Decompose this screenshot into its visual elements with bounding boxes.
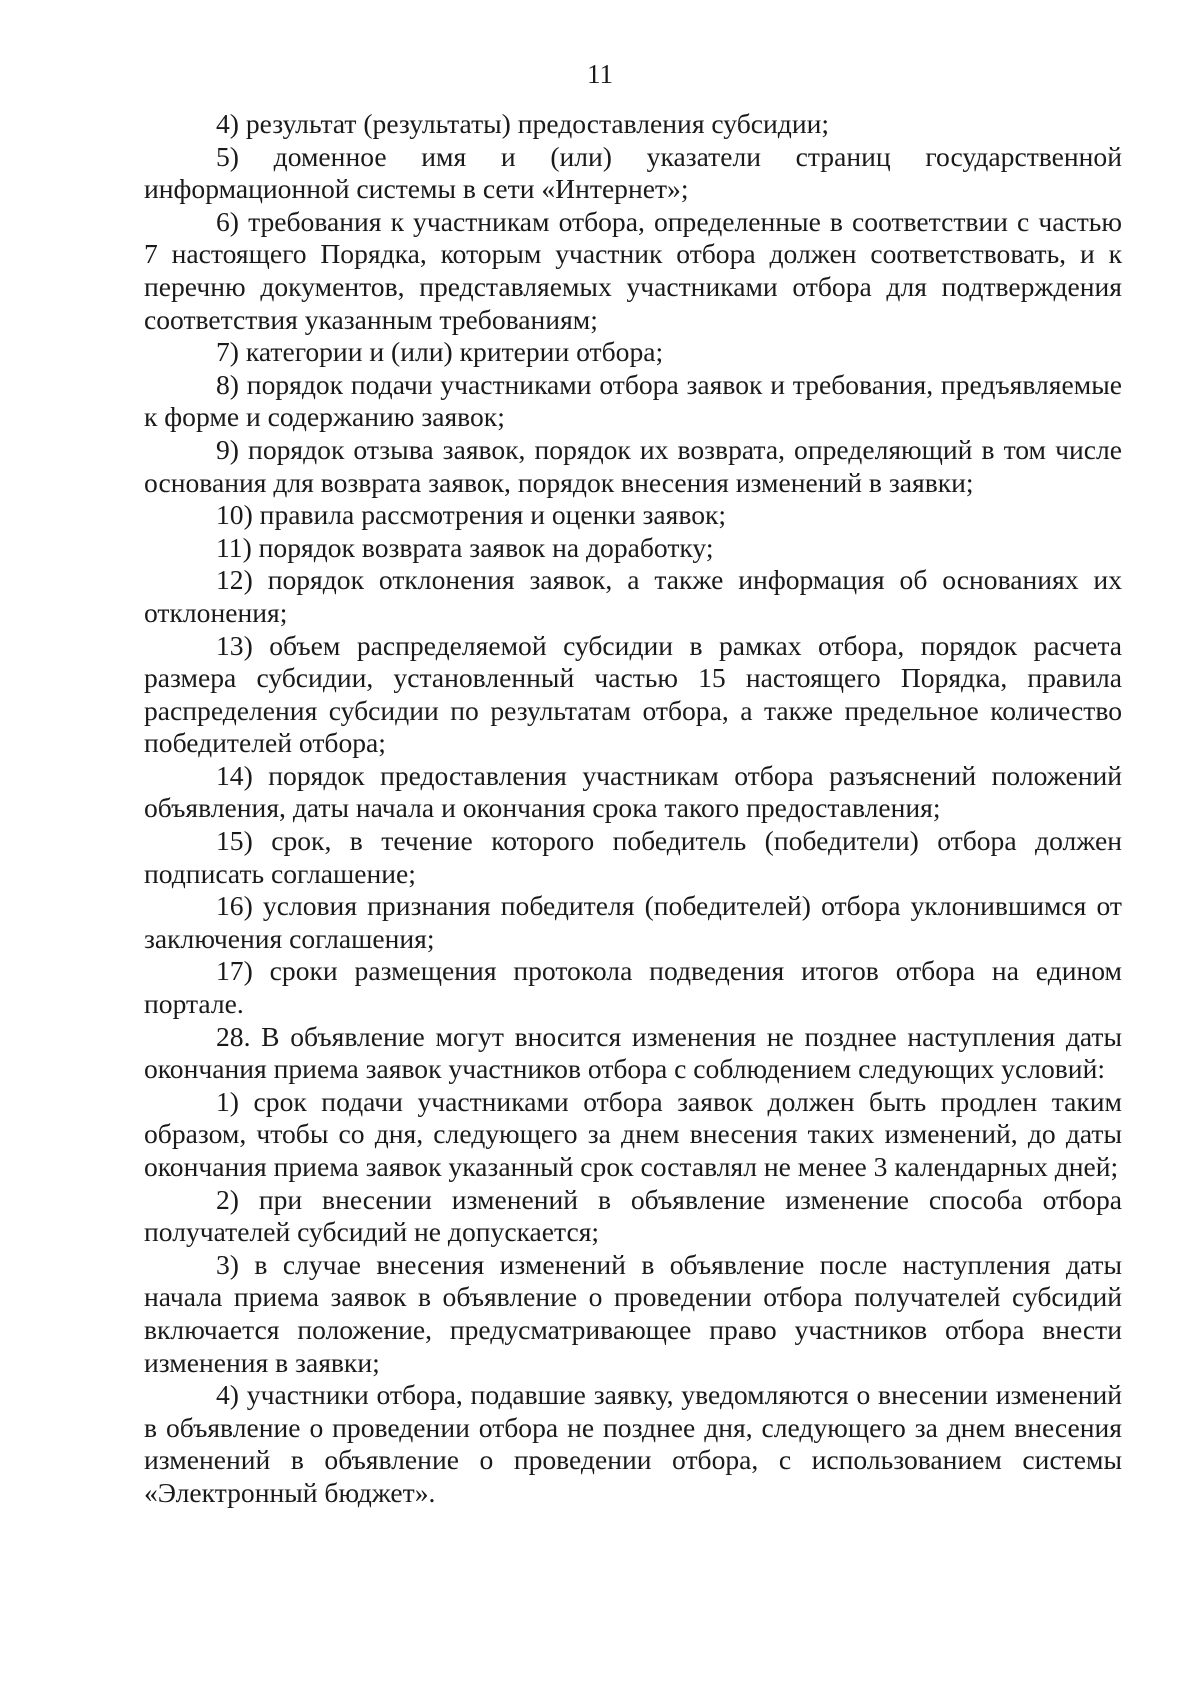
list-item-protocol-publication: 17) сроки размещения протокола подведения итогов отбора на едином портале. xyxy=(144,955,1122,1020)
list-item-domain-name: 5) доменное имя и (или) указатели страниц государственной информационной системы в сети «Интернет»; xyxy=(144,140,1122,205)
list-item-return-for-revision: 11) порядок возврата заявок на доработку; xyxy=(216,531,714,563)
list-item-withdrawal-procedure: 9) порядок отзыва заявок, порядок их возврата, определяющий в том числе основания для возврата заявок, порядок внесения изменений в заявки; xyxy=(144,433,1122,498)
list-item-result: 4) результат (результаты) предоставления субсидии; xyxy=(216,108,830,139)
list-item-evasion-conditions: 16) условия признания победителя (победителей) отбора уклонившимся от заключения соглашения; xyxy=(144,890,1122,954)
page-number: 11 xyxy=(587,59,613,89)
list-item-review-rules: 10) правила рассмотрения и оценки заявок; xyxy=(216,499,727,531)
list-item-selection-criteria: 7) категории и (или) критерии отбора; xyxy=(216,336,664,368)
list-item-participant-requirements: 6) требования к участникам отбора, определенные в соответствии с частью 7 настоящего Порядка, которым участник отбора должен соответствовать, и к перечню документов, представляемых участниками отбора для подтверждения соответствия указанным требованиям; xyxy=(144,205,1122,335)
list-item-signing-deadline: 15) срок, в течение которого победитель (победители) отбора должен подписать соглашение; xyxy=(144,825,1122,889)
list-item-rejection-procedure: 12) порядок отклонения заявок, а также информация об основаниях их отклонения; xyxy=(144,564,1122,628)
condition-item-deadline-extension: 1) срок подачи участниками отбора заявок должен быть продлен таким образом, чтобы со дня, следующего за днем внесения таких изменений, до даты окончания приема заявок указанный срок составлял не менее 3 календарных дней; xyxy=(144,1085,1122,1182)
condition-item-amend-applications: 3) в случае внесения изменений в объявление после наступления даты начала приема заявок в объявление о проведении отбора получателей субсидий включается положение, предусматривающее право участников отбора внести изменения в заявки; xyxy=(144,1248,1122,1378)
condition-item-notification: 4) участники отбора, подавшие заявку, уведомляются о внесении изменений в объявление о проведении отбора не позднее дня, следующего за днем внесения изменений в объявление о проведении отбора, с использованием системы «Электронный бюджет». xyxy=(144,1379,1122,1508)
document-body xyxy=(144,108,1122,1510)
condition-item-method-change: 2) при внесении изменений в объявление изменение способа отбора получателей субсидий не допускается; xyxy=(144,1183,1122,1248)
list-item-clarifications: 14) порядок предоставления участникам отбора разъяснений положений объявления, даты начала и окончания срока такого предоставления; xyxy=(144,759,1122,824)
list-item-subsidy-volume: 13) объем распределяемой субсидии в рамках отбора, порядок расчета размера субсидии, установленный частью 15 настоящего Порядка, правила распределения субсидии по результатам отбора, а также предельное количество победителей отбора; xyxy=(144,629,1122,759)
list-item-submission-procedure: 8) порядок подачи участниками отбора заявок и требования, предъявляемые к форме и содержанию заявок; xyxy=(144,368,1122,433)
section-28-paragraph: 28. В объявление могут вносится изменения не позднее наступления даты окончания приема заявок участников отбора с соблюдением следующих условий: xyxy=(144,1020,1122,1085)
